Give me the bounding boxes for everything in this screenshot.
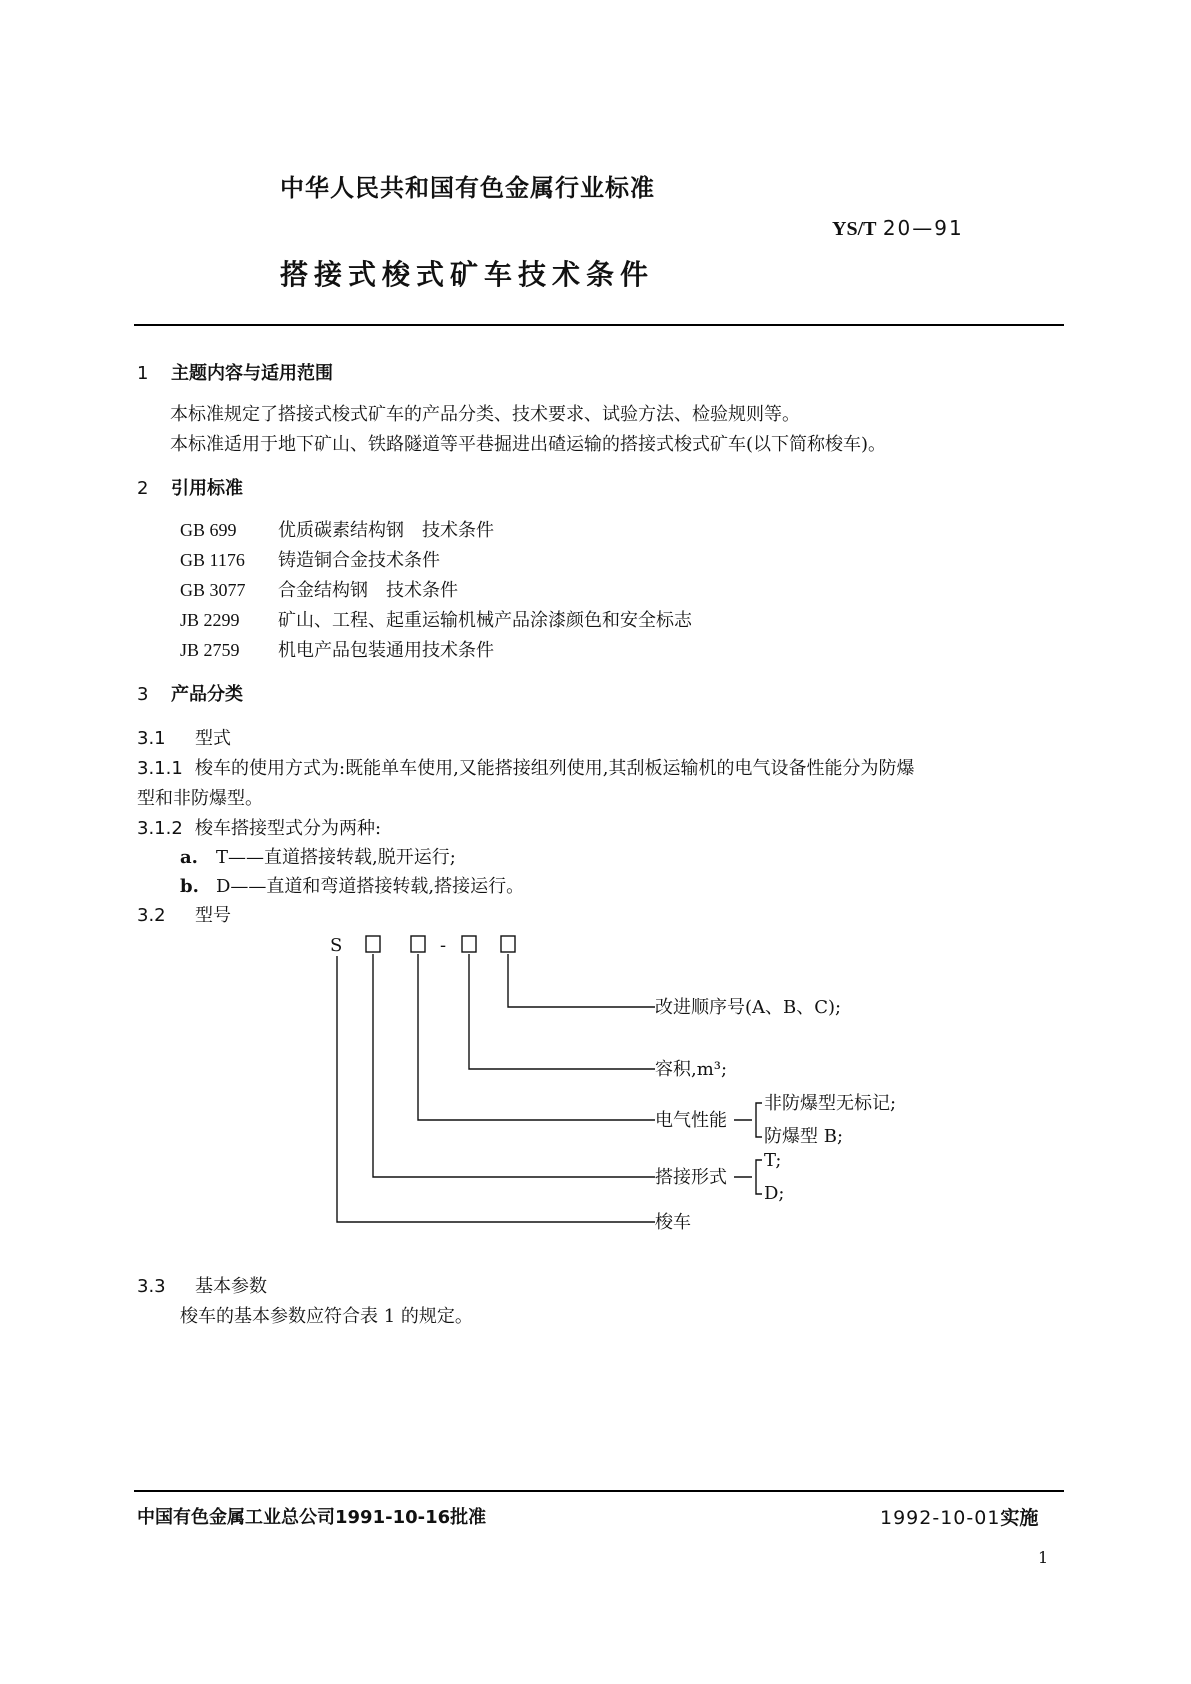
reference-code: GB 1176: [180, 550, 245, 570]
clause-3-1-1-continued: 型和非防爆型。: [137, 788, 263, 809]
designation-prefix: S: [330, 935, 343, 956]
placeholder-box-volume: [462, 936, 476, 952]
option-d: D;: [764, 1183, 785, 1204]
reference-title: 机电产品包装通用技术条件: [278, 640, 494, 661]
list-text: T——直道搭接转载,脱开运行;: [216, 847, 456, 868]
placeholder-box-electric: [411, 936, 425, 952]
section-title: 主题内容与适用范围: [171, 363, 333, 384]
reference-title: 合金结构钢 技术条件: [278, 580, 458, 601]
list-marker: b.: [180, 876, 199, 897]
subsection-number: 3.1: [137, 728, 166, 749]
reference-code: JB 2299: [180, 610, 240, 630]
leader-line-shuttle: [337, 956, 655, 1222]
subsection-title: 型式: [195, 728, 231, 749]
footer-divider: [134, 1490, 1064, 1492]
page-number: 1: [1038, 1548, 1049, 1567]
label-shuttle-car: 梭车: [655, 1212, 691, 1233]
standard-code-prefix: YS/T: [832, 218, 877, 240]
section-title: 产品分类: [171, 684, 243, 705]
effective-label: 实施: [1000, 1507, 1039, 1529]
standard-category: 中华人民共和国有色金属行业标准: [280, 174, 655, 202]
leader-line-improve: [508, 954, 655, 1007]
subsection-3-3-text: 梭车的基本参数应符合表 1 的规定。: [180, 1306, 473, 1327]
label-lap-form: 搭接形式: [655, 1167, 727, 1188]
subsection-number: 3.3: [137, 1276, 166, 1297]
label-improvement-sequence: 改进顺序号(A、B、C);: [655, 997, 842, 1018]
leader-line-volume: [469, 954, 655, 1069]
list-text: D——直道和弯道搭接转载,搭接运行。: [216, 876, 525, 897]
leader-line-electric: [418, 954, 655, 1120]
reference-code: GB 699: [180, 520, 237, 540]
option-t: T;: [764, 1150, 782, 1171]
subsection-number: 3.2: [137, 905, 166, 926]
section-title: 引用标准: [171, 478, 243, 499]
clause-number: 3.1.1: [137, 758, 183, 779]
leader-line-lap-form: [373, 954, 655, 1177]
list-marker: a.: [180, 847, 198, 868]
standard-code-number: 20—91: [882, 216, 964, 240]
bracket-lap-form: [756, 1160, 762, 1194]
reference-title: 矿山、工程、起重运输机械产品涂漆颜色和安全标志: [278, 610, 692, 631]
label-volume: 容积,m³;: [655, 1059, 728, 1080]
section-1-paragraph-2: 本标准适用于地下矿山、铁路隧道等平巷掘进出碴运输的搭接式梭式矿车(以下简称梭车)。: [170, 434, 887, 455]
reference-title: 铸造铜合金技术条件: [278, 550, 440, 571]
subsection-3-3: [137, 1272, 267, 1298]
reference-title: 优质碳素结构钢 技术条件: [278, 520, 494, 541]
placeholder-box-lap-form: [366, 936, 380, 952]
reference-code: JB 2759: [180, 640, 240, 660]
reference-code: GB 3077: [180, 580, 246, 600]
approval-line: 中国有色金属工业总公司1991-10-16批准: [137, 1507, 487, 1528]
clause-number: 3.1.2: [137, 818, 183, 839]
option-non-explosion-proof: 非防爆型无标记;: [764, 1093, 897, 1114]
clause-text: 梭车搭接型式分为两种:: [195, 818, 382, 839]
section-1-paragraph-1: 本标准规定了搭接式梭式矿车的产品分类、技术要求、试验方法、检验规则等。: [170, 404, 800, 425]
subsection-title: 基本参数: [195, 1276, 267, 1297]
label-electric-performance: 电气性能: [655, 1110, 727, 1131]
document-title: 搭接式梭式矿车技术条件: [280, 258, 655, 291]
subsection-title: 型号: [195, 905, 231, 926]
designation-dash: -: [440, 935, 447, 956]
effective-date: 1992-10-01: [880, 1507, 1001, 1529]
section-number: 1: [137, 363, 149, 384]
placeholder-box-improve: [501, 936, 515, 952]
section-number: 3: [137, 684, 149, 705]
option-explosion-proof: 防爆型 B;: [764, 1126, 844, 1147]
section-number: 2: [137, 478, 149, 499]
bracket-electric: [756, 1103, 762, 1137]
clause-text: 梭车的使用方式为:既能单车使用,又能搭接组列使用,其刮板运输机的电气设备性能分为防爆: [195, 758, 915, 779]
effective-line: [880, 1503, 1038, 1530]
